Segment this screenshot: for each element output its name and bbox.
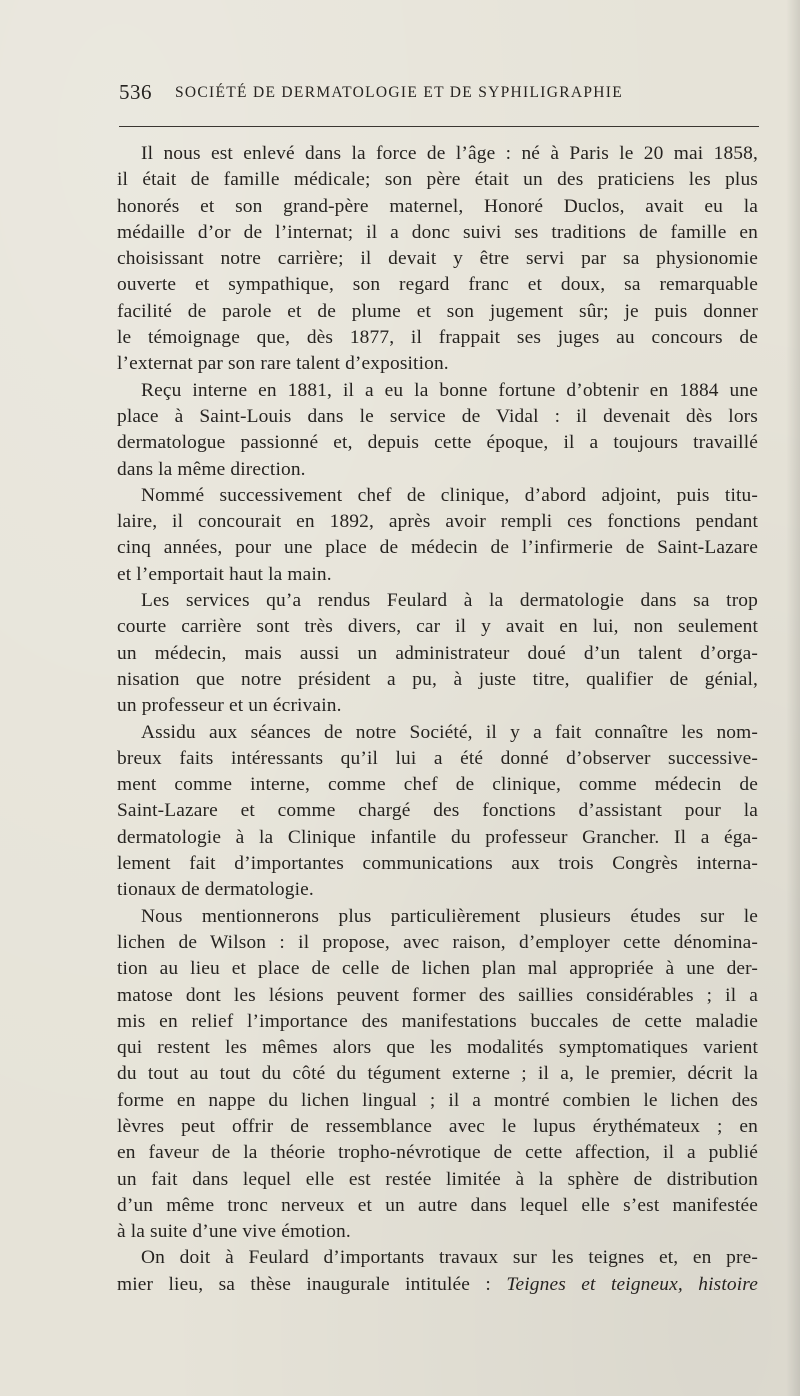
text-line xyxy=(117,930,758,956)
text-line xyxy=(117,535,758,561)
text-line xyxy=(117,1219,758,1245)
text-line-content: forme en nappe du lichen lingual ; il a montré combien le lichen des xyxy=(117,1089,758,1111)
text-line xyxy=(117,272,758,298)
text-line-content: place à Saint-Louis dans le service de Vidal : il devenait dès lors xyxy=(117,405,758,427)
text-line-content: lichen de Wilson : il propose, avec raison, d’employer cette dénomina- xyxy=(117,931,758,953)
text-line-content: un fait dans lequel elle est restée limitée à la sphère de distribution xyxy=(117,1168,758,1190)
text-line-content: honorés et son grand-père maternel, Honoré Duclos, avait eu la xyxy=(117,195,758,217)
text-line-content: mis en relief l’importance des manifestations buccales de cette maladie xyxy=(117,1010,758,1032)
text-line-content: ment comme interne, comme chef de clinique, comme médecin de xyxy=(117,774,758,796)
text-line-content: Il nous est enlevé dans la force de l’âge : né à Paris le 20 mai 1858, xyxy=(141,143,758,164)
text-line xyxy=(117,194,758,220)
text-line-content: tion au lieu et place de celle de lichen plan mal appropriée à une der- xyxy=(117,958,758,980)
text-line-content: Reçu interne en 1881, il a eu la bonne fortune d’obtenir en 1884 une xyxy=(141,379,758,401)
text-line xyxy=(117,404,758,430)
text-line-content: mier lieu, sa thèse inaugurale intitulée : xyxy=(117,1273,491,1295)
text-line xyxy=(117,299,758,325)
text-line xyxy=(117,351,758,377)
text-line-content: dermatologie à la Clinique infantile du professeur Grancher. Il a éga- xyxy=(117,826,758,848)
text-line xyxy=(117,430,758,456)
text-line xyxy=(117,1167,758,1193)
text-line-content: du tout au tout du côté du tégument externe ; il a, le premier, décrit la xyxy=(117,1063,758,1085)
text-line-content: d’un même tronc nerveux et un autre dans lequel elle s’est manifestée xyxy=(117,1194,758,1216)
text-line-content: choisissant notre carrière; il devait y être servi par sa physionomie xyxy=(117,248,758,270)
text-line-content: il était de famille médicale; son père était un des praticiens les plus xyxy=(117,169,758,191)
text-line xyxy=(117,1009,758,1035)
text-line xyxy=(117,667,758,693)
journal-title: SOCIÉTÉ DE DERMATOLOGIE ET DE SYPHILIGRAPHIE xyxy=(175,84,623,101)
text-line xyxy=(117,1193,758,1219)
text-line xyxy=(117,1272,758,1298)
text-line-content: médaille d’or de l’internat; il a donc suivi ses traditions de famille en xyxy=(117,221,758,243)
text-line xyxy=(117,956,758,982)
text-line xyxy=(117,1114,758,1140)
text-line-content: un médecin, mais aussi un administrateur doué d’un talent d’orga- xyxy=(117,642,758,664)
text-line-content: tionaux de dermatologie. xyxy=(117,879,314,901)
text-line xyxy=(117,851,758,877)
text-line xyxy=(117,562,758,588)
text-line xyxy=(117,509,758,535)
text-line xyxy=(117,167,758,193)
text-line-content: nisation que notre président a pu, à juste titre, qualifier de génial, xyxy=(117,668,758,690)
text-line-content: Assidu aux séances de notre Société, il y a fait connaître les nom- xyxy=(141,721,758,743)
text-line xyxy=(117,772,758,798)
running-head xyxy=(119,80,759,114)
text-line xyxy=(117,220,758,246)
text-line-content: lèvres peut offrir de ressemblance avec le lupus érythémateux ; en xyxy=(117,1115,758,1137)
text-line-content: cinq années, pour une place de médecin de l’infirmerie de Saint-Lazare xyxy=(117,537,758,559)
text-line xyxy=(117,378,758,404)
text-line-content: ouverte et sympathique, son regard franc et doux, sa remarquable xyxy=(117,274,758,296)
text-line xyxy=(117,693,758,719)
text-line xyxy=(117,641,758,667)
text-line-content: Nous mentionnerons plus particulièrement plusieurs études sur le xyxy=(141,905,758,927)
text-line xyxy=(117,904,758,930)
text-line xyxy=(117,1088,758,1114)
book-title-italic: Teignes et teigneux, histoire xyxy=(506,1273,758,1295)
text-line-content: Saint-Lazare et comme chargé des fonctions d’assistant pour la xyxy=(117,800,758,822)
text-line-content: Les services qu’a rendus Feulard à la dermatologie dans sa trop xyxy=(141,590,758,612)
text-line-content: qui restent les mêmes alors que les modalités symptomatiques varient xyxy=(117,1037,758,1059)
text-line xyxy=(117,1245,758,1271)
text-line xyxy=(117,588,758,614)
header-divider xyxy=(119,126,759,127)
text-line-content: et l’emportait haut la main. xyxy=(117,563,332,585)
text-line xyxy=(117,141,758,167)
text-line xyxy=(117,457,758,483)
text-line-content: facilité de parole et de plume et son jugement sûr; je puis donner xyxy=(117,300,758,322)
text-line-content: laire, il concourait en 1892, après avoir rempli ces fonctions pendant xyxy=(117,511,758,533)
text-line xyxy=(117,246,758,272)
text-line-content: dans la même direction. xyxy=(117,458,306,480)
text-line xyxy=(117,983,758,1009)
text-line-content: breux faits intéressants qu’il lui a été donné d’observer successive- xyxy=(117,747,758,769)
text-line-content: Nommé successivement chef de clinique, d’abord adjoint, puis titu- xyxy=(141,484,758,506)
text-line xyxy=(117,1140,758,1166)
page-number: 536 xyxy=(119,80,152,104)
text-line xyxy=(117,1035,758,1061)
text-line-content: On doit à Feulard d’importants travaux sur les teignes et, en pre- xyxy=(141,1247,758,1269)
text-line xyxy=(117,746,758,772)
text-line-content: à la suite d’une vive émotion. xyxy=(117,1221,351,1243)
text-line-content: courte carrière sont très divers, car il y avait en lui, non seulement xyxy=(117,616,758,638)
text-line-content: en faveur de la théorie tropho-névrotique de cette affection, il a publié xyxy=(117,1142,758,1164)
text-line-content: un professeur et un écrivain. xyxy=(117,695,342,717)
text-line-content: dermatologue passionné et, depuis cette époque, il a toujours travaillé xyxy=(117,432,758,454)
body-text xyxy=(117,141,758,1298)
text-line xyxy=(117,720,758,746)
text-line xyxy=(117,825,758,851)
text-line-content: l’externat par son rare talent d’exposition. xyxy=(117,353,449,375)
page-edge-shadow xyxy=(786,0,800,1396)
text-line xyxy=(117,614,758,640)
text-line xyxy=(117,798,758,824)
text-line-content: matose dont les lésions peuvent former des saillies considérables ; il a xyxy=(117,984,758,1006)
text-line xyxy=(117,877,758,903)
text-line-content: lement fait d’importantes communications aux trois Congrès interna- xyxy=(117,853,758,875)
text-line xyxy=(117,1061,758,1087)
text-line xyxy=(117,325,758,351)
text-line-content: le témoignage que, dès 1877, il frappait ses juges au concours de xyxy=(117,327,758,349)
text-line xyxy=(117,483,758,509)
